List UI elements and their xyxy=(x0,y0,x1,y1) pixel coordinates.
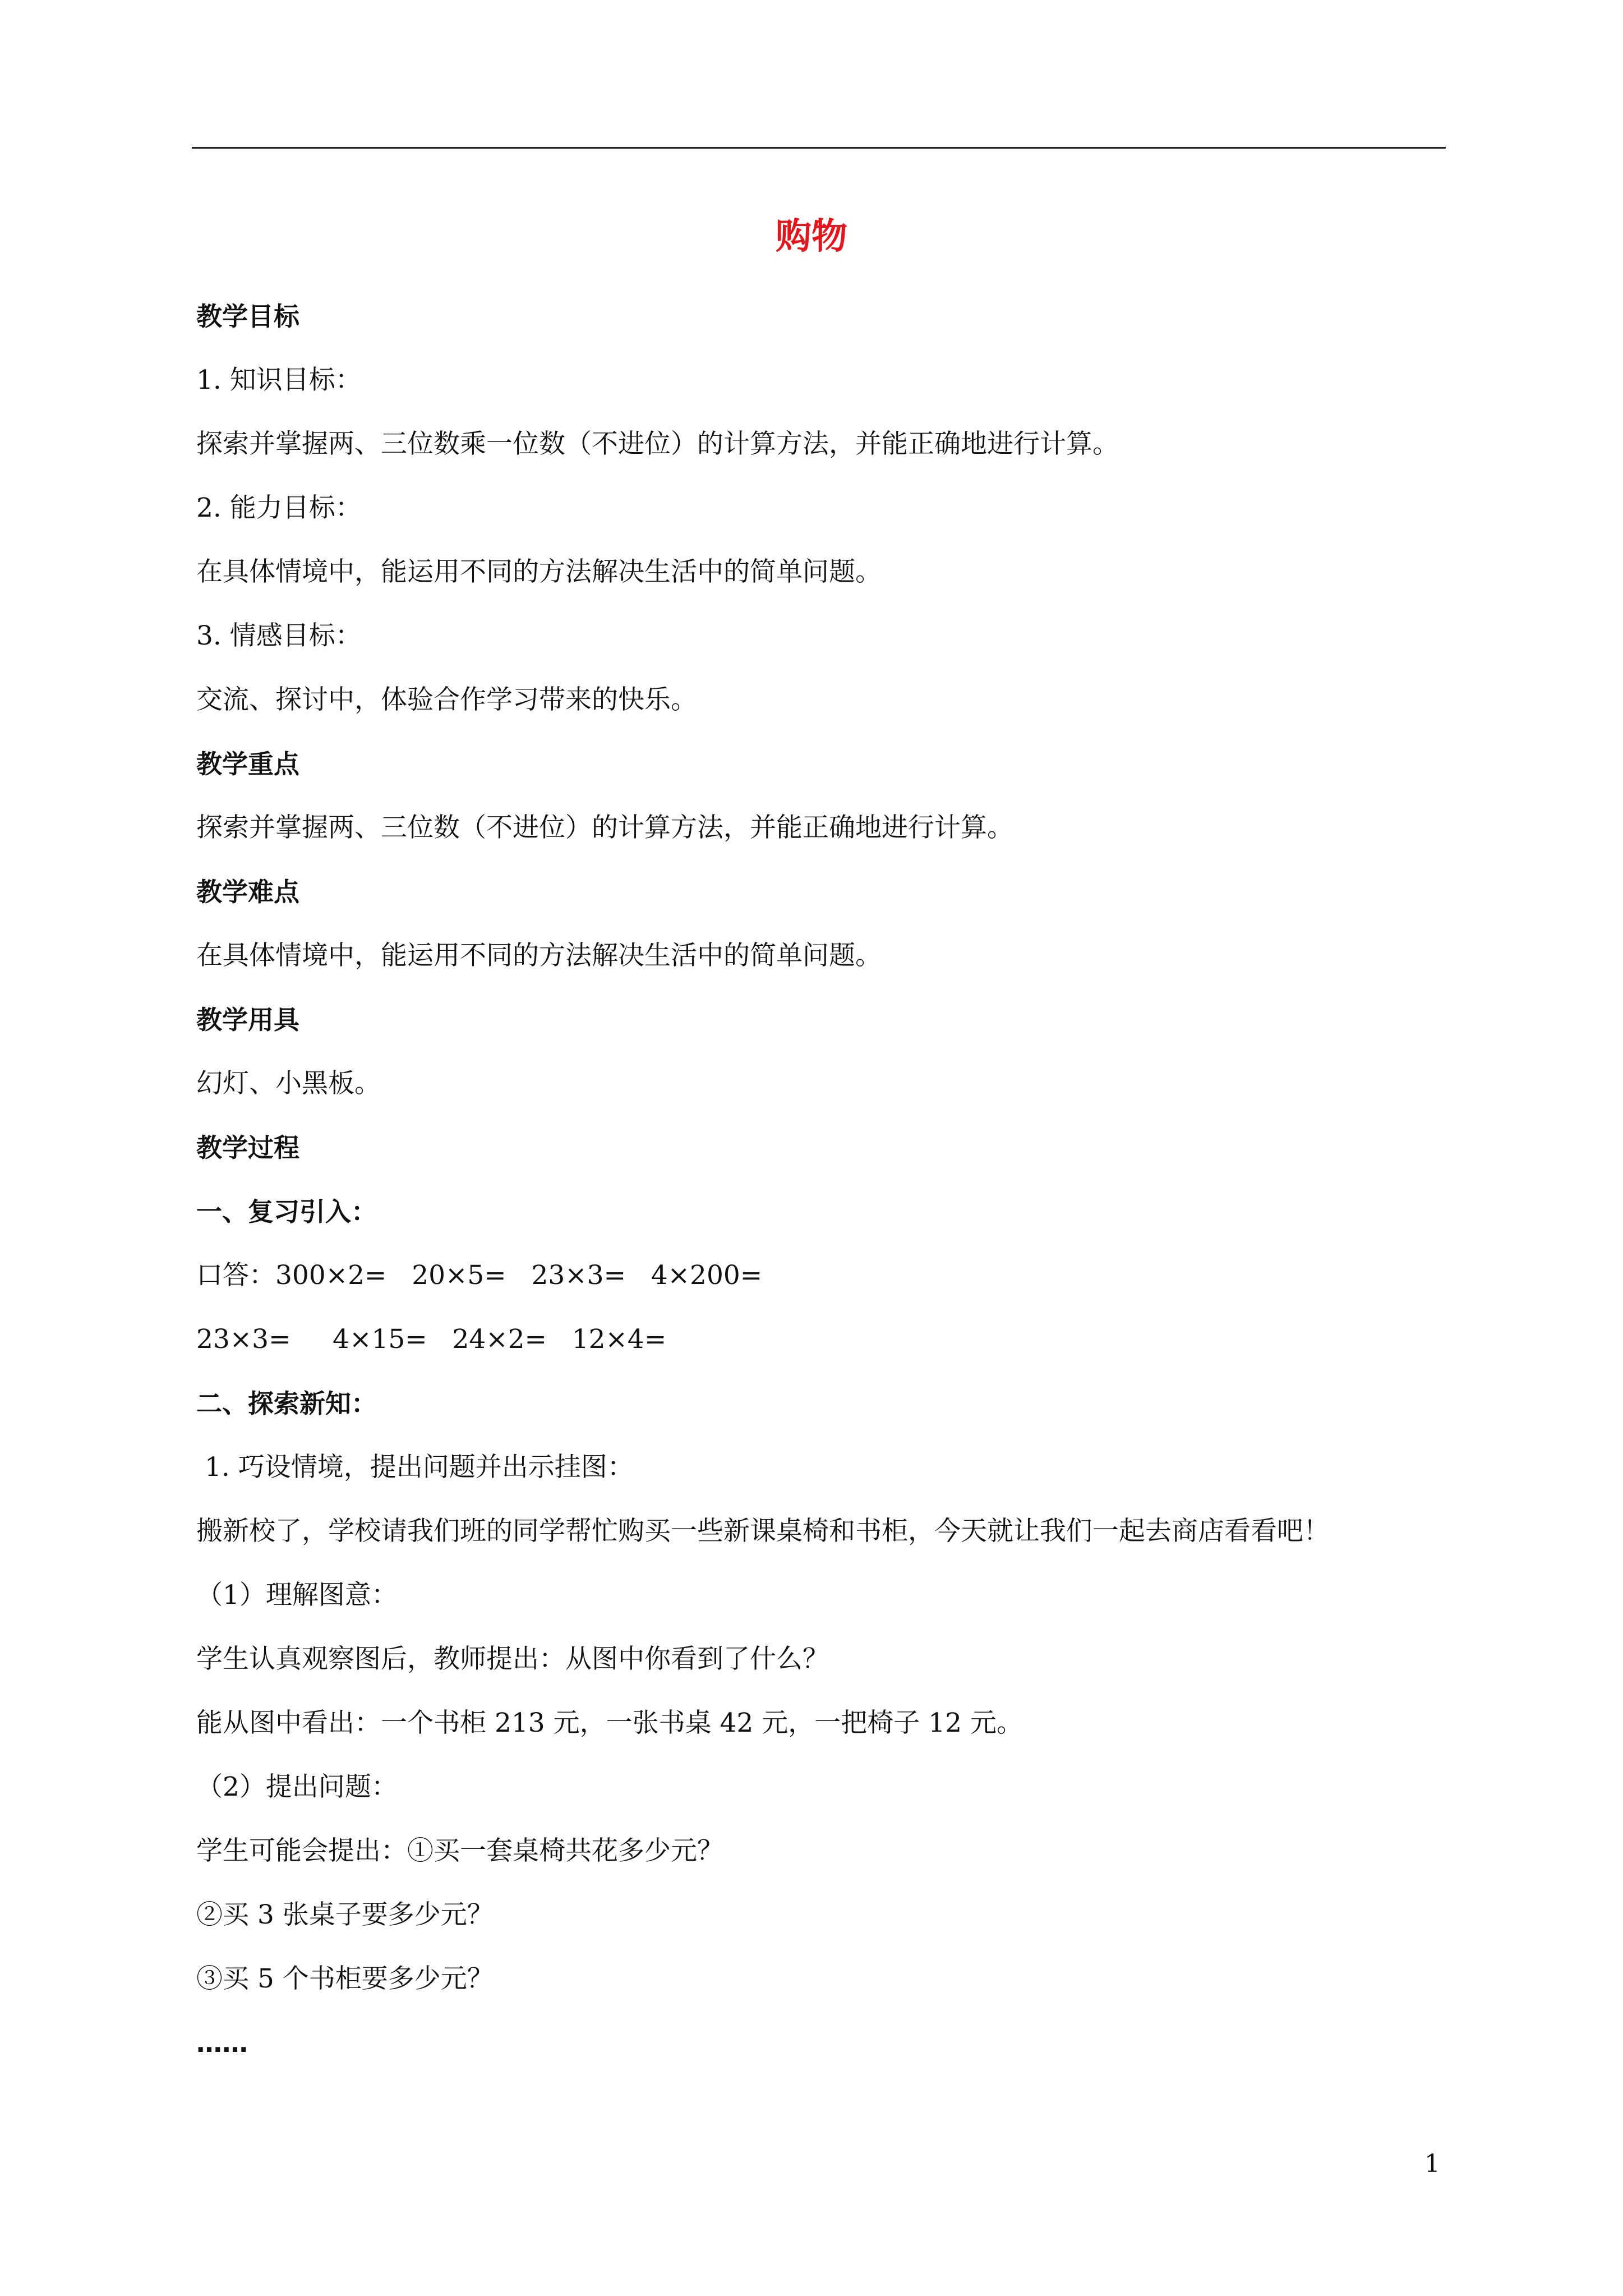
goals-heading: 教学目标 xyxy=(196,301,299,332)
keypoint-text: 探索并掌握两、三位数（不进位）的计算方法，并能正确地进行计算。 xyxy=(196,812,1013,843)
header-rule xyxy=(192,147,1446,149)
tools-heading: 教学用具 xyxy=(196,1005,299,1035)
goal2-label: 2. 能力目标： xyxy=(196,493,362,523)
ellipsis: …… xyxy=(196,2028,248,2058)
oral-questions-line-2: 23×3= 4×15= 24×2= 12×4= xyxy=(196,1324,667,1355)
tools-text: 幻灯、小黑板。 xyxy=(196,1068,381,1099)
difficulty-heading: 教学难点 xyxy=(196,877,299,907)
goal2-text: 在具体情境中，能运用不同的方法解决生活中的简单问题。 xyxy=(196,556,882,587)
keypoint-heading: 教学重点 xyxy=(196,749,299,779)
explore-heading: 二、探索新知： xyxy=(196,1388,377,1419)
see-text: 能从图中看出：一个书柜 213 元，一张书桌 42 元，一把椅子 12 元。 xyxy=(196,1708,1023,1738)
question-3: ③买 5 个书柜要多少元？ xyxy=(196,1963,494,1994)
process-heading: 教学过程 xyxy=(196,1133,299,1163)
goal3-text: 交流、探讨中，体验合作学习带来的快乐。 xyxy=(196,684,697,715)
goal1-text: 探索并掌握两、三位数乘一位数（不进位）的计算方法，并能正确地进行计算。 xyxy=(196,429,1119,459)
step1-text: 1. 巧设情境，提出问题并出示挂图： xyxy=(196,1452,634,1483)
scenario-text: 搬新校了，学校请我们班的同学帮忙购买一些新课桌椅和书柜，今天就让我们一起去商店看看吧！ xyxy=(196,1516,1330,1547)
oral-questions-line-1: 口答：300×2= 20×5= 23×3= 4×200= xyxy=(196,1260,763,1291)
observe-text: 学生认真观察图后，教师提出：从图中你看到了什么？ xyxy=(196,1644,829,1674)
question-2: ②买 3 张桌子要多少元？ xyxy=(196,1899,494,1930)
goal1-label: 1. 知识目标： xyxy=(196,365,362,395)
page-number: 1 xyxy=(1424,2150,1440,2178)
review-heading: 一、复习引入： xyxy=(196,1197,377,1227)
ask-label: （2）提出问题： xyxy=(196,1772,398,1802)
question-1: 学生可能会提出：①买一套桌椅共花多少元？ xyxy=(196,1835,723,1866)
difficulty-text: 在具体情境中，能运用不同的方法解决生活中的简单问题。 xyxy=(196,940,882,971)
understand-label: （1）理解图意： xyxy=(196,1580,398,1611)
goal3-label: 3. 情感目标： xyxy=(196,620,362,651)
document-title: 购物 xyxy=(776,216,847,257)
